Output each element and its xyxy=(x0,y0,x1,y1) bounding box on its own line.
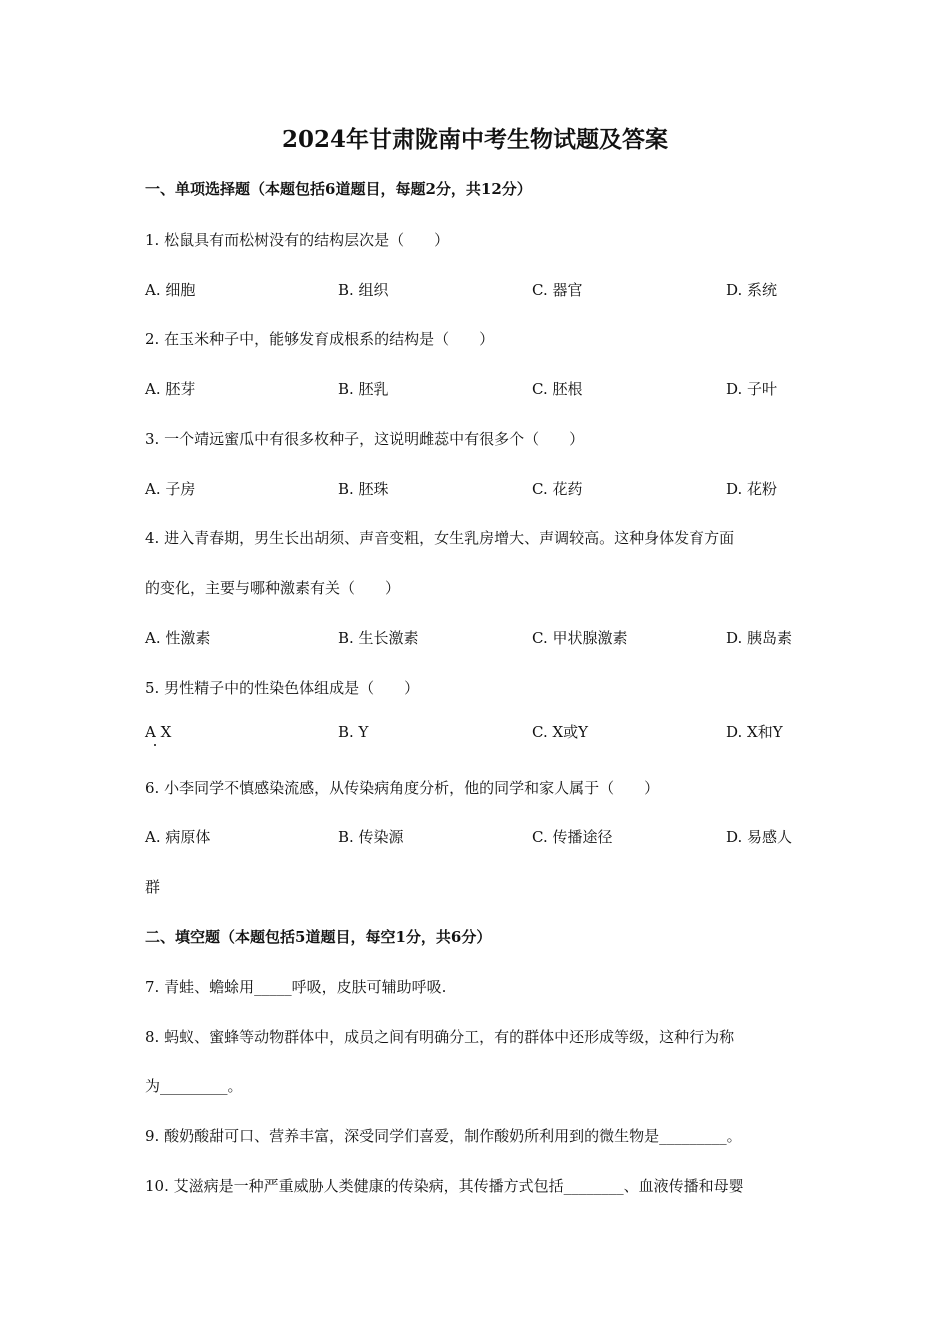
question-6-option-b: B. 传染源 xyxy=(338,828,404,846)
question-5-option-a: A X xyxy=(145,723,172,741)
question-2-option-b: B. 胚乳 xyxy=(338,380,389,398)
question-6-option-d: D. 易感人 xyxy=(726,828,793,846)
section-heading-multiple-choice: 一、单项选择题（本题包括6道题目，每题2分，共12分） xyxy=(145,180,532,198)
question-2-stem: 2. 在玉米种子中，能够发育成根系的结构是（ ） xyxy=(145,330,495,348)
question-6-option-a: A. 病原体 xyxy=(145,828,211,846)
question-4-stem-line-2: 的变化，主要与哪种激素有关（ ） xyxy=(145,579,401,597)
question-3-option-b: B. 胚珠 xyxy=(338,480,389,498)
question-4-stem-line-1: 4. 进入青春期，男生长出胡须、声音变粗，女生乳房增大、声调较高。这种身体发育方面 xyxy=(145,529,735,547)
question-5-stem: 5. 男性精子中的性染色体组成是（ ） xyxy=(145,679,420,697)
question-4-option-b: B. 生长激素 xyxy=(338,629,419,647)
question-9: 9. 酸奶酸甜可口、营养丰富，深受同学们喜爱，制作酸奶所利用到的微生物是_________。 xyxy=(145,1127,742,1145)
question-1-option-d: D. 系统 xyxy=(726,281,778,299)
question-6-option-d-wrap: 群 xyxy=(145,878,161,896)
question-6-option-c: C. 传播途径 xyxy=(532,828,613,846)
question-3-option-c: C. 花药 xyxy=(532,480,583,498)
section-heading-fill-in-blank: 二、填空题（本题包括5道题目，每空1分，共6分） xyxy=(145,928,492,946)
question-6-stem: 6. 小李同学不慎感染流感，从传染病角度分析，他的同学和家人属于（ ） xyxy=(145,779,660,797)
question-8-line-1: 8. 蚂蚁、蜜蜂等动物群体中，成员之间有明确分工，有的群体中还形成等级，这种行为称 xyxy=(145,1028,735,1046)
question-2-option-d: D. 子叶 xyxy=(726,380,778,398)
question-3-option-d: D. 花粉 xyxy=(726,480,778,498)
question-3-option-a: A. 子房 xyxy=(145,480,196,498)
question-1-option-a: A. 细胞 xyxy=(145,281,196,299)
question-10: 10. 艾滋病是一种严重威胁人类健康的传染病，其传播方式包括________、血液传播和母婴 xyxy=(145,1177,744,1195)
question-3-stem: 3. 一个靖远蜜瓜中有很多枚种子，这说明雌蕊中有很多个（ ） xyxy=(145,430,585,448)
question-4-option-c: C. 甲状腺激素 xyxy=(532,629,628,647)
question-5-option-c: C. X或Y xyxy=(532,723,589,741)
stray-dot-mark xyxy=(154,744,156,746)
question-8-line-2: 为_________。 xyxy=(145,1077,243,1095)
question-5-option-d: D. X和Y xyxy=(726,723,783,741)
question-1-option-b: B. 组织 xyxy=(338,281,389,299)
question-5-option-b: B. Y xyxy=(338,723,369,741)
question-1-stem: 1. 松鼠具有而松树没有的结构层次是（ ） xyxy=(145,231,450,249)
question-1-option-c: C. 器官 xyxy=(532,281,583,299)
question-2-option-a: A. 胚芽 xyxy=(145,380,196,398)
question-7: 7. 青蛙、蟾蜍用_____呼吸，皮肤可辅助呼吸. xyxy=(145,978,447,996)
question-4-option-d: D. 胰岛素 xyxy=(726,629,793,647)
page-title: 2024年甘肃陇南中考生物试题及答案 xyxy=(281,126,668,153)
question-4-option-a: A. 性激素 xyxy=(145,629,211,647)
question-2-option-c: C. 胚根 xyxy=(532,380,583,398)
